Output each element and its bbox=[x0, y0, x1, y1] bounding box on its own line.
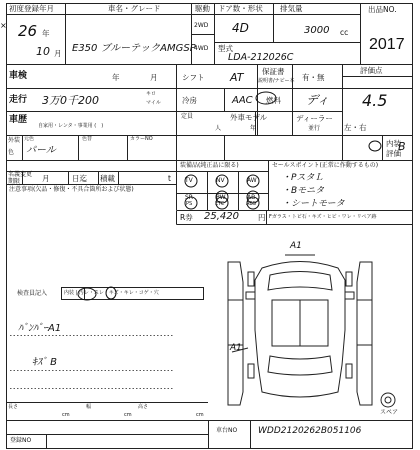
width-label: 幅 bbox=[86, 404, 92, 410]
load-label: 積載 bbox=[100, 174, 115, 183]
replace-color-label: 色替 bbox=[82, 136, 93, 142]
displacement-unit: cc bbox=[340, 28, 349, 37]
tire-value: 25,420 bbox=[204, 211, 239, 222]
month-unit: 月 bbox=[54, 49, 62, 58]
model-year-unit: 年 bbox=[250, 125, 257, 132]
score-label: 評価点 bbox=[360, 66, 383, 75]
drive-2wd: 2WD bbox=[194, 22, 209, 29]
margin-mark: × bbox=[0, 21, 7, 30]
ac-value: AAC bbox=[232, 95, 253, 106]
interior-value: B bbox=[398, 140, 406, 153]
fuel-value: ディ bbox=[306, 93, 330, 107]
height-label: 高さ bbox=[138, 404, 149, 410]
deadline-month-unit: 月 bbox=[42, 174, 50, 183]
inspection-label: 車検 bbox=[9, 71, 28, 81]
car-name-value: E350 ブルーテックAMGSP bbox=[72, 43, 196, 54]
interior-label: 内装 bbox=[386, 139, 401, 148]
history-label: 車歴 bbox=[9, 115, 28, 125]
length-cm: cm bbox=[62, 412, 70, 418]
mark-a1-top: A1 bbox=[290, 241, 302, 251]
sales-point-3: ・シートモータ bbox=[282, 199, 345, 209]
capacity-unit: 人 bbox=[215, 125, 222, 132]
deadline-label: 期限 bbox=[8, 178, 21, 185]
car-diagram bbox=[228, 255, 395, 407]
drive-label: 駆動 bbox=[195, 4, 210, 13]
mileage-value: 3万0千200 bbox=[42, 94, 99, 107]
capacity-label: 定員 bbox=[181, 113, 194, 120]
model-label: 型式 bbox=[218, 44, 233, 53]
tire-label: R券 bbox=[180, 213, 193, 222]
warranty-sub: 説明書/ナビー本 bbox=[258, 78, 295, 84]
equip-ps: PS bbox=[186, 201, 193, 207]
model-year-label: 外車モデル bbox=[230, 113, 268, 122]
deadline-day-label: 日迄 bbox=[72, 174, 87, 183]
equip-etc: ETC bbox=[215, 201, 225, 207]
car-name-label: 車名・グレード bbox=[108, 4, 161, 13]
warranty-label: 保証書 bbox=[262, 67, 285, 76]
fuel-label: 燃料 bbox=[266, 96, 281, 105]
sales-point-2: ・Bモニタ bbox=[282, 186, 325, 196]
equip-tv: TV bbox=[185, 177, 193, 184]
shift-label: シフト bbox=[182, 73, 205, 82]
chassis-value: WDD2120262B051106 bbox=[258, 426, 362, 436]
reg-year-label: 初度登録年月 bbox=[9, 4, 54, 13]
load-unit: t bbox=[168, 174, 171, 183]
inspection-year-unit: 年 bbox=[112, 73, 120, 82]
reg-year-value: 26 bbox=[18, 22, 38, 40]
glass-label: Fガラス・トビ石・キズ・ヒビ・ワレ・リペア跡 bbox=[269, 214, 377, 220]
inspector-label: 検査員記入 bbox=[17, 290, 48, 297]
color-label: 色 bbox=[8, 149, 15, 156]
doors-value: 4D bbox=[232, 21, 249, 35]
orig-color-label: 元色 bbox=[24, 136, 35, 142]
inspector-line-2: ｷｽﾞ B bbox=[32, 357, 58, 368]
inspector-line-1: ﾊﾞﾝﾊﾟｰA1 bbox=[18, 323, 62, 334]
equip-label: 装備品(純正品に限る) bbox=[180, 162, 239, 169]
sales-point-1: ・PスタＬ bbox=[282, 173, 324, 183]
model-value: LDA-212026C bbox=[228, 52, 294, 63]
color-no-label: カラーNO bbox=[130, 136, 153, 142]
equip-aw: AW bbox=[247, 177, 257, 184]
equip-ab: AB bbox=[247, 194, 256, 201]
auction-no-value: 2017 bbox=[369, 36, 405, 53]
chassis-label: 車台NO bbox=[216, 427, 238, 434]
drive-4wd: 4WD bbox=[194, 45, 209, 52]
equip-nv: NV bbox=[216, 177, 225, 184]
equip-abs: ABS bbox=[246, 201, 256, 207]
handle-value: 左・右 bbox=[344, 123, 367, 132]
year-unit: 年 bbox=[42, 29, 50, 38]
reg-no-label: 登録NO bbox=[10, 437, 32, 444]
color-value: パール bbox=[26, 145, 56, 156]
name-change-label: 名義変更 bbox=[8, 171, 33, 178]
length-label: 長さ bbox=[8, 404, 19, 410]
sales-point-label: セールスポイント(正常に作動するもの) bbox=[272, 162, 379, 169]
width-cm: cm bbox=[124, 412, 132, 418]
score-value: 4.5 bbox=[362, 91, 388, 110]
mile-label: マイル bbox=[146, 100, 161, 106]
height-cm: cm bbox=[196, 412, 204, 418]
warranty-value: 有・無 bbox=[302, 73, 325, 82]
inspection-month-unit: 月 bbox=[150, 73, 158, 82]
equip-pw: PW bbox=[216, 194, 226, 201]
km-label: キロ bbox=[146, 91, 157, 97]
dealer-label: ディーラー bbox=[296, 114, 333, 123]
exterior-label: 外装 bbox=[8, 137, 21, 144]
tire-unit: 円 bbox=[258, 213, 266, 222]
equip-sr: SR bbox=[185, 194, 193, 201]
displacement-value: 3000 bbox=[304, 25, 330, 36]
inspector-options: 内装 | 汚レ・スレ・キズ・キレ・コゲ・穴 bbox=[64, 290, 159, 296]
notes-label: 注意事項(欠品・修復・不具合箇所および状態) bbox=[9, 186, 134, 193]
history-sub: 自家用・レンタ・事業用 ( ) bbox=[38, 123, 104, 129]
ac-label: 冷房 bbox=[182, 96, 197, 105]
displacement-label: 排気量 bbox=[280, 4, 303, 13]
interior-sub: 評価 bbox=[386, 149, 401, 158]
auction-no-label: 出品NO. bbox=[368, 5, 397, 14]
shift-value: AT bbox=[230, 71, 244, 84]
dealer-sub: 並行 bbox=[308, 125, 321, 132]
spare-label: スペア bbox=[380, 409, 399, 416]
reg-month-value: 10 bbox=[36, 45, 50, 58]
mark-a1-side: A1 bbox=[230, 343, 242, 353]
door-label: ドア数・形状 bbox=[218, 4, 263, 13]
mileage-label: 走行 bbox=[9, 95, 28, 105]
